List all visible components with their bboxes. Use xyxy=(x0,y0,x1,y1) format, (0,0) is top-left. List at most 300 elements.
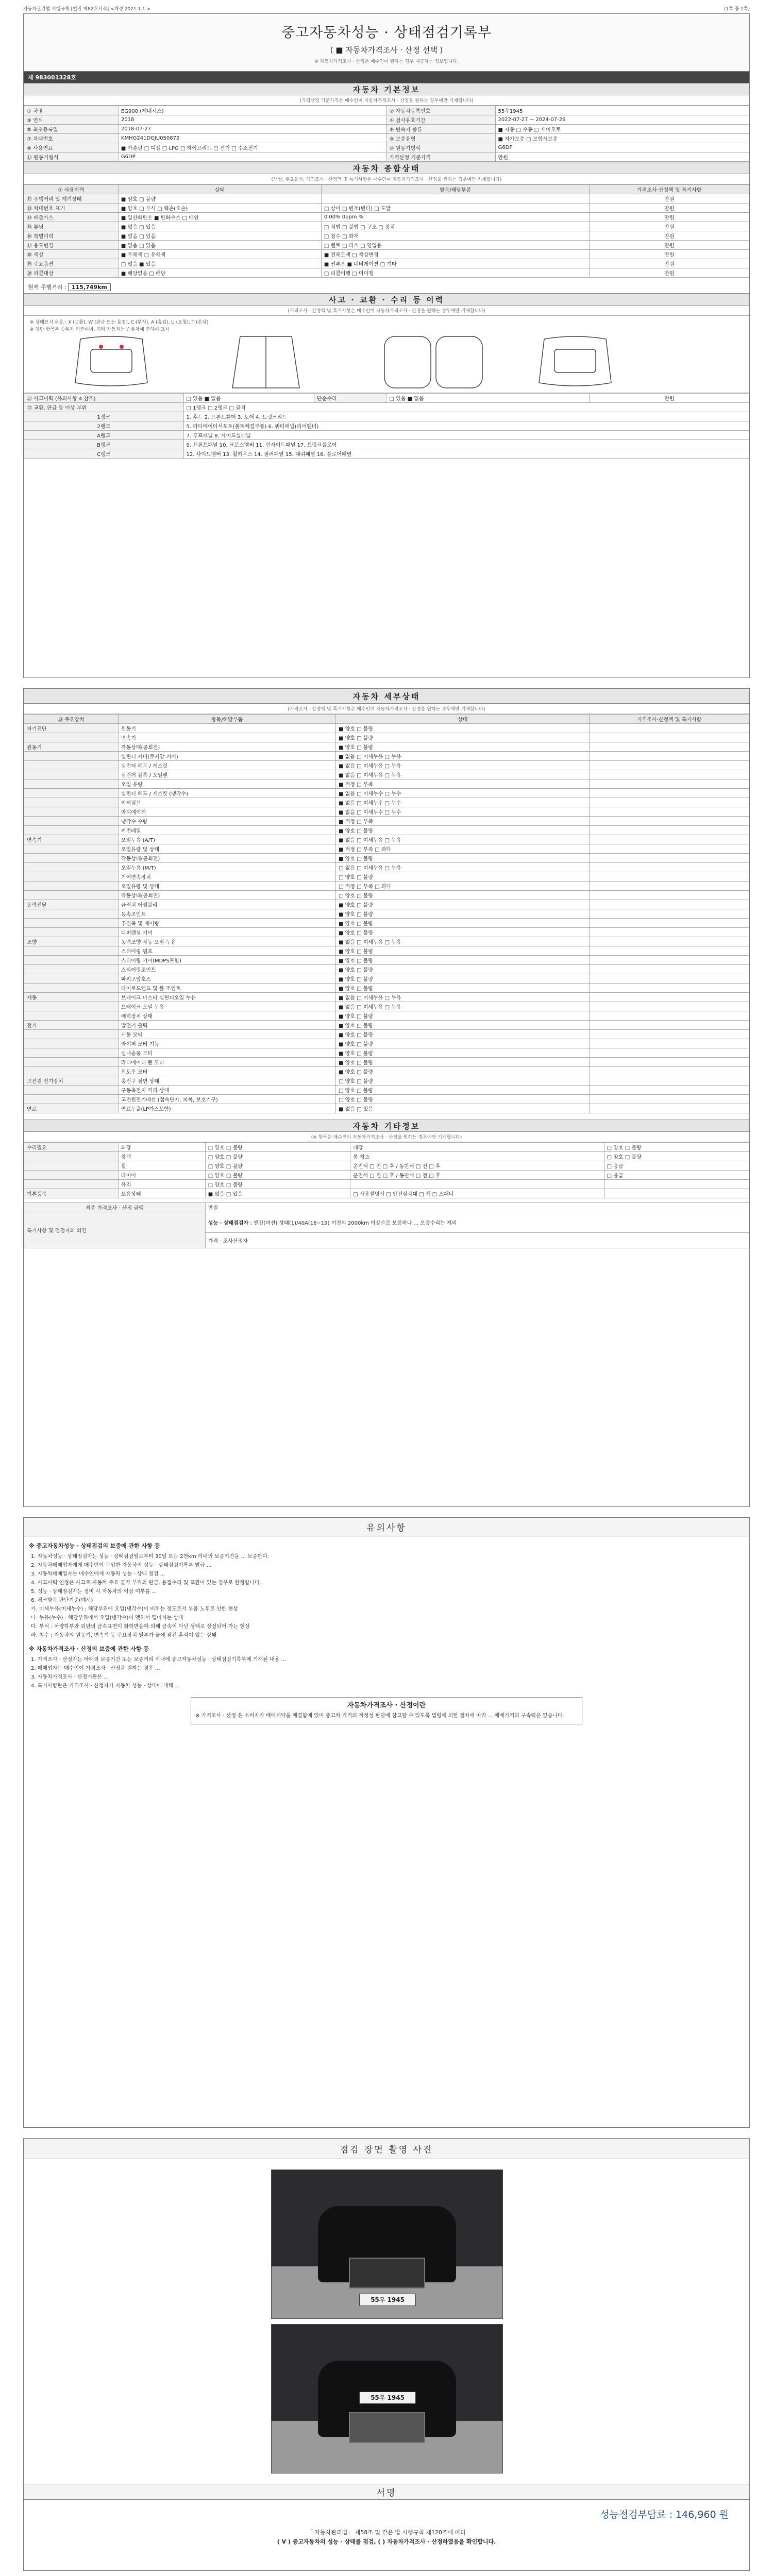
form-caption xyxy=(23,4,750,12)
general-item: ⑳ 리콜대상 xyxy=(24,268,119,278)
detail-price xyxy=(590,974,749,984)
detail-part: 실린더 커버(로커암 커버) xyxy=(118,752,335,761)
detail-state: ■ 적정 □ 부족 xyxy=(336,779,590,789)
detail-device xyxy=(24,863,119,872)
detail-device xyxy=(24,919,119,928)
general-detail xyxy=(321,194,590,204)
detail-col-state: 상태 xyxy=(336,715,590,724)
detail-row xyxy=(24,1011,749,1021)
detail-row xyxy=(24,733,749,742)
detail-state: ■ 양호 □ 불량 xyxy=(336,733,590,742)
detail-part: 실린더 헤드 / 개스킷 xyxy=(118,761,335,770)
detail-state: ■ 양호 □ 불량 xyxy=(336,1021,590,1030)
detail-part: 발전기 출력 xyxy=(118,1021,335,1030)
detail-device xyxy=(24,928,119,937)
detail-device xyxy=(24,854,119,863)
notice-item: 6. 체크항목 판단기준(예시) xyxy=(31,1598,93,1603)
detail-device xyxy=(24,1095,119,1104)
general-item: ⑰ 용도변경 xyxy=(24,241,119,250)
other-table xyxy=(24,1142,749,1198)
detail-state: ■ 양호 □ 불량 xyxy=(336,1011,590,1021)
detail-state: □ 적정 □ 부족 □ 과다 xyxy=(336,882,590,891)
detail-device: 동력전달 xyxy=(24,900,119,909)
mileage-label: 현재 주행거리 xyxy=(28,284,63,291)
detail-state: ■ 양호 □ 불량 xyxy=(336,742,590,752)
general-col-use: ① 사용이력 xyxy=(24,185,119,194)
detail-row xyxy=(24,798,749,807)
remark-inspector-label: 성능 · 상태점검자 xyxy=(208,1221,249,1226)
other-cell: 운전석 □ 전 □ 후 / 동반석 □ 전 □ 후 xyxy=(350,1161,604,1171)
detail-col-device: ㉓ 주요장치 xyxy=(24,715,119,724)
general-state: □ 없음 ■ 있음 xyxy=(118,259,321,268)
detail-price xyxy=(590,835,749,844)
detail-row xyxy=(24,928,749,937)
page-3 xyxy=(23,1517,750,2128)
detail-state: □ 양호 □ 불량 xyxy=(336,891,590,900)
basic-row xyxy=(24,143,749,152)
other-row xyxy=(24,1161,749,1171)
basic-value: ■ 자가보증 □ 보험사보증 xyxy=(495,134,749,143)
detail-part: 추진축 및 베어링 xyxy=(118,919,335,928)
detail-part: 작동상태(공회전) xyxy=(118,854,335,863)
detail-state: ■ 양호 □ 불량 xyxy=(336,909,590,919)
general-price: 만원 xyxy=(590,259,749,268)
detail-row xyxy=(24,1095,749,1104)
detail-part: 변속기 xyxy=(118,733,335,742)
plate-rear: 55우 1945 xyxy=(359,2392,416,2404)
sign-title: 서명 xyxy=(24,2484,749,2500)
detail-device xyxy=(24,872,119,882)
detail-row xyxy=(24,854,749,863)
basic-value: G6DP xyxy=(495,143,749,152)
detail-state: ■ 양호 □ 불량 xyxy=(336,826,590,835)
page-note: ※ 자동차가격조사 · 산정은 매수인이 원하는 경우 제공하는 정보입니다. xyxy=(314,59,459,64)
detail-device: 제동 xyxy=(24,993,119,1002)
general-detail: □ 리콜이행 □ 미이행 xyxy=(321,268,590,278)
plate-front: 55우 1945 xyxy=(359,2294,416,2306)
basic-value: 2022-07-27 ~ 2024-07-26 xyxy=(495,115,749,125)
detail-row xyxy=(24,956,749,965)
detail-device xyxy=(24,1086,119,1095)
other-cell xyxy=(24,1180,119,1189)
detail-state: ■ 적정 □ 부족 xyxy=(336,817,590,826)
general-item: ⑬ 차대번호 표기 xyxy=(24,204,119,213)
general-detail: ■ 전체도색 □ 색상변경 xyxy=(321,250,590,259)
car-diagram-area xyxy=(24,316,749,393)
detail-state: ■ 양호 □ 불량 xyxy=(336,946,590,956)
detail-part: 스티어링 기어(MDPS포함) xyxy=(118,956,335,965)
remark-appraiser: 가격 · 조사산정자 xyxy=(205,1233,749,1248)
detail-row xyxy=(24,872,749,882)
detail-device xyxy=(24,1002,119,1011)
basic-label: ⑧ 보증유형 xyxy=(386,134,495,143)
detail-part: 연료누출(LP가스포함) xyxy=(118,1104,335,1113)
detail-row xyxy=(24,937,749,946)
detail-part: 작동상태(공회전) xyxy=(118,742,335,752)
detail-row xyxy=(24,946,749,956)
detail-price xyxy=(590,984,749,993)
other-cell: 유리 xyxy=(118,1180,205,1189)
detail-state: ■ 양호 □ 불량 xyxy=(336,919,590,928)
general-state: ■ 없음 □ 있음 xyxy=(118,222,321,231)
detail-row xyxy=(24,761,749,770)
rank-label: A랭크 xyxy=(24,431,184,440)
other-cell: □ 응급 xyxy=(604,1171,749,1180)
history-label: ㉑ 사고이력 (유의사항 4 참조) xyxy=(24,394,184,403)
title-band xyxy=(24,14,749,72)
detail-price xyxy=(590,882,749,891)
parts-label: ㉒ 교환, 판금 등 이상 부위 xyxy=(24,403,184,412)
detail-device: 조향 xyxy=(24,937,119,946)
detail-part: 냉각수 수량 xyxy=(118,817,335,826)
general-price: 만원 xyxy=(590,194,749,204)
other-cell xyxy=(350,1180,604,1189)
detail-part: 등속조인트 xyxy=(118,909,335,919)
detail-part: 디퍼렌셜 기어 xyxy=(118,928,335,937)
detail-row xyxy=(24,1058,749,1067)
other-cell: 룸 청소 xyxy=(350,1152,604,1161)
general-price: 만원 xyxy=(590,213,749,222)
other-cell: □ 양호 □ 불량 xyxy=(604,1152,749,1161)
general-item: ⑯ 특별이력 xyxy=(24,231,119,241)
other-cell: 운전석 □ 전 □ 후 / 동반석 □ 전 □ 후 xyxy=(350,1171,604,1180)
accident-table xyxy=(24,393,749,459)
detail-device xyxy=(24,798,119,807)
detail-state: ■ 양호 □ 불량 xyxy=(336,956,590,965)
detail-device xyxy=(24,1058,119,1067)
detail-device xyxy=(24,752,119,761)
detail-row xyxy=(24,984,749,993)
notice-item: 4. 사고이력 인정은 사고로 자동차 주요 골격 부위의 판금, 용접수리 및 교환이 있는 경우로 한정합니다. xyxy=(31,1580,261,1586)
basic-label: ③ 연식 xyxy=(24,115,119,125)
basic-value: 55우1945 xyxy=(495,106,749,115)
general-state: ■ 해당없음 □ 해당 xyxy=(118,268,321,278)
rank-row xyxy=(24,431,749,440)
detail-part: 오일유량 및 상태 xyxy=(118,882,335,891)
detail-price xyxy=(590,909,749,919)
detail-price xyxy=(590,1104,749,1113)
detail-state: ■ 양호 □ 불량 xyxy=(336,1058,590,1067)
detail-row xyxy=(24,974,749,984)
detail-row xyxy=(24,863,749,872)
detail-state: ■ 없음 □ 미세누유 □ 누유 xyxy=(336,1002,590,1011)
other-cell: 수리필요 xyxy=(24,1143,119,1152)
detail-part: 작동상태(공회전) xyxy=(118,891,335,900)
detail-price xyxy=(590,1067,749,1076)
detail-state: ■ 없음 □ 미세누유 □ 누유 xyxy=(336,770,590,779)
detail-device xyxy=(24,984,119,993)
detail-part: 라디에이터 xyxy=(118,807,335,817)
detail-part: 브레이크 마스터 실린더오일 누유 xyxy=(118,993,335,1002)
parts-options: □ 1랭크 □ 2랭크 □ 골격 xyxy=(183,403,749,412)
inspection-photo-rear xyxy=(271,2324,503,2473)
general-detail: □ 상이 □ 변조(변타) □ 도말 xyxy=(321,204,590,213)
notice-list-2 xyxy=(24,1656,749,1690)
basic-value: 만원 xyxy=(495,152,749,162)
detail-price xyxy=(590,919,749,928)
detail-part: 라디에이터 팬 모터 xyxy=(118,1058,335,1067)
detail-device xyxy=(24,761,119,770)
detail-device xyxy=(24,1067,119,1076)
other-cell xyxy=(24,1161,119,1171)
detail-state: ■ 없음 □ 미세누유 □ 누유 xyxy=(336,937,590,946)
remark-inspector: 성능 · 상태점검자 : 엔진(미션) 상태(1)/40A(16~19) 이전의 2000km 이상으로 보증하나 ... 보증수리는 제외 xyxy=(205,1212,749,1233)
detail-part: 충전구 절연 상태 xyxy=(118,1076,335,1086)
detail-state: ■ 없음 □ 미세누유 □ 누유 xyxy=(336,835,590,844)
detail-price xyxy=(590,863,749,872)
legend-line-2: ※ 하단 항목은 승용차 기준이며, 기타 자동차는 승용차에 준하여 표시 xyxy=(30,327,170,332)
detail-part: 고전원전기배선 (접속단자, 피복, 보호기구) xyxy=(118,1095,335,1104)
detail-col-price: 가격조사·산정액 및 특기사항 xyxy=(590,715,749,724)
basic-label: ④ 검사유효기간 xyxy=(386,115,495,125)
history-value: □ 있음 ■ 없음 xyxy=(183,394,314,403)
other-cell: □ 양호 □ 불량 xyxy=(205,1171,350,1180)
notice-item: 다. 부식 : 차량하부와 외판의 금속표면이 화학반응에 의해 금속이 아닌 상태로 상실되어 가는 현상 xyxy=(31,1624,250,1630)
detail-state: ■ 양호 □ 불량 xyxy=(336,965,590,974)
rank-label: B랭크 xyxy=(24,440,184,449)
detail-device xyxy=(24,807,119,817)
detail-part: 실내송풍 모터 xyxy=(118,1048,335,1058)
detail-device xyxy=(24,1048,119,1058)
detail-price xyxy=(590,752,749,761)
detail-price xyxy=(590,1058,749,1067)
rank-items: 5. 라디에이터서포트(볼트체결부품) 6. 쿼터패널(리어휀더) xyxy=(183,421,749,431)
other-cell xyxy=(24,1152,119,1161)
other-cell: 내장 xyxy=(350,1143,604,1152)
detail-price xyxy=(590,789,749,798)
rank-items: 9. 프론트패널 10. 크로스멤버 11. 인사이드패널 17. 트렁크플로어 xyxy=(183,440,749,449)
detail-state: □ 양호 □ 불량 xyxy=(336,1076,590,1086)
other-row xyxy=(24,1152,749,1161)
basic-label: ⑦ 차대번호 xyxy=(24,134,119,143)
section-detail-title: 자동차 세부상태 xyxy=(24,688,749,704)
remark-text: 엔진(미션) 상태(1)/40A(16~19) 이전의 2000km 이상으로 보증하나 ... 보증수리는 제외 xyxy=(253,1221,457,1226)
other-row xyxy=(24,1171,749,1180)
detail-row xyxy=(24,1048,749,1058)
detail-state: ■ 양호 □ 불량 xyxy=(336,928,590,937)
detail-device xyxy=(24,770,119,779)
detail-part: 원동기 xyxy=(118,724,335,733)
section-other-note: (※ 항목은 매수인이 자동차가격조사 · 산정을 원하는 경우에만 기재합니다) xyxy=(24,1132,749,1142)
detail-device xyxy=(24,1011,119,1021)
other-cell: □ 양호 □ 불량 xyxy=(205,1152,350,1161)
detail-row xyxy=(24,900,749,909)
general-price: 만원 xyxy=(590,222,749,231)
other-cell: 기본품목 xyxy=(24,1189,119,1198)
notice-heading-1: ※ 중고자동차성능 · 상태점검의 보증에 관한 사항 등 xyxy=(29,1543,160,1549)
detail-state: □ 양호 □ 불량 xyxy=(336,1086,590,1095)
page-title: 중고자동차성능 · 상태점검기록부 xyxy=(281,24,492,41)
detail-row xyxy=(24,993,749,1002)
detail-state: ■ 없음 □ 미세누수 □ 누수 xyxy=(336,789,590,798)
detail-price xyxy=(590,1076,749,1086)
section-general-note: (색상, 주요옵션, 가격조사 · 산정액 및 특기사항은 매수인이 자동차가격조사 · 산정을 원하는 경우에만 기재합니다) xyxy=(24,174,749,184)
basic-label: ⑪ 원동기형식 xyxy=(24,152,119,162)
detail-price xyxy=(590,798,749,807)
basic-label: ⑩ 원동기형식 xyxy=(386,143,495,152)
detail-price xyxy=(590,937,749,946)
detail-device xyxy=(24,844,119,854)
basic-value: ■ 가솔린 □ 디젤 □ LPG □ 하이브리드 □ 전기 □ 수소전기 xyxy=(118,143,386,152)
detail-price xyxy=(590,826,749,835)
detail-row xyxy=(24,770,749,779)
general-item: ⑱ 색상 xyxy=(24,250,119,259)
fee-value: 146,960 원 xyxy=(676,2509,729,2520)
detail-row xyxy=(24,817,749,826)
detail-part: 스티어링 펌프 xyxy=(118,946,335,956)
basic-row xyxy=(24,106,749,115)
detail-state: ■ 양호 □ 불량 xyxy=(336,1067,590,1076)
page-subtitle: ( ■ 자동차가격조사 · 산정 선택 ) xyxy=(330,45,443,55)
basic-label: ⑨ 사용연료 xyxy=(24,143,119,152)
detail-part: 오일누유 (M/T) xyxy=(118,863,335,872)
rank-label: 1랭크 xyxy=(24,412,184,421)
detail-row xyxy=(24,1076,749,1086)
detail-part: 구동축전지 격리 상태 xyxy=(118,1086,335,1095)
detail-row xyxy=(24,1021,749,1030)
detail-price xyxy=(590,1030,749,1039)
basic-value: 2018-07-27 xyxy=(118,125,386,134)
other-cell: 보유상태 xyxy=(118,1189,205,1198)
notice-item: 라. 침수 : 자동차의 원동기, 변속기 등 주요장치 일부가 물에 잠긴 흔적이 있는 상태 xyxy=(31,1633,217,1638)
detail-state: □ 양호 □ 불량 xyxy=(336,872,590,882)
detail-price xyxy=(590,872,749,882)
detail-device: 자기진단 xyxy=(24,724,119,733)
detail-part: 실린더 블록 / 오일팬 xyxy=(118,770,335,779)
general-state: ■ 일산화탄소 ■ 탄화수소 □ 매연 xyxy=(118,213,321,222)
detail-state: ■ 양호 □ 불량 xyxy=(336,1030,590,1039)
detail-row xyxy=(24,1067,749,1076)
detail-device xyxy=(24,946,119,956)
section-accident-note: (가격조사 · 산정액 및 특기사항은 매수인이 자동차가격조사 · 산정을 원하는 경우에만 기재합니다) xyxy=(24,306,749,316)
detail-row xyxy=(24,1086,749,1095)
basic-value: EG900 (제네시스) xyxy=(118,106,386,115)
detail-state: ■ 적정 □ 부족 □ 과다 xyxy=(336,844,590,854)
section-general-title: 자동차 종합상태 xyxy=(24,162,749,174)
notice-heading-2: ※ 자동차가격조사 · 산정의 보증에 관한 사항 등 xyxy=(29,1646,149,1652)
detail-row xyxy=(24,789,749,798)
detail-row xyxy=(24,835,749,844)
rank-row xyxy=(24,449,749,459)
section-accident-title: 사고 · 교환 · 수리 등 이력 xyxy=(24,293,749,306)
detail-price xyxy=(590,1048,749,1058)
detail-part: 윈도우 모터 xyxy=(118,1067,335,1076)
notice-item: 1. 가격조사 · 산정자는 아래의 보증기간 또는 보증거리 이내에 중고자동차성능 · 상태점검기록부에 기재된 내용 ... xyxy=(31,1657,286,1663)
appraisal-box xyxy=(191,1697,582,1724)
general-state: ■ 없음 □ 있음 xyxy=(118,241,321,250)
detail-row xyxy=(24,826,749,835)
general-detail: □ 침수 □ 화재 xyxy=(321,231,590,241)
other-row xyxy=(24,1180,749,1189)
other-cell xyxy=(604,1189,749,1198)
other-cell: 타이어 xyxy=(118,1171,205,1180)
other-cell: ■ 없음 □ 있음 xyxy=(205,1189,350,1198)
detail-price xyxy=(590,946,749,956)
basic-label: ⑥ 변속기 종류 xyxy=(386,125,495,134)
notice-title: 유의사항 xyxy=(24,1518,749,1536)
detail-device xyxy=(24,733,119,742)
general-item: ⑭ 배출가스 xyxy=(24,213,119,222)
general-row xyxy=(24,231,749,241)
notice-list-1 xyxy=(24,1553,749,1639)
general-state: ■ 없음 □ 있음 xyxy=(118,231,321,241)
other-cell: □ 사용설명서 □ 안전삼각대 □ 잭 □ 스패너 xyxy=(350,1189,604,1198)
detail-row xyxy=(24,844,749,854)
detail-state: □ 없음 □ 미세누유 □ 누유 xyxy=(336,863,590,872)
basic-info-table xyxy=(24,106,749,162)
detail-row xyxy=(24,807,749,817)
general-row xyxy=(24,241,749,250)
page-1 xyxy=(23,13,750,678)
general-state: ■ 무채색 □ 유채색 xyxy=(118,250,321,259)
rank-items: 7. 루프패널 8. 사이드실패널 xyxy=(183,431,749,440)
detail-row xyxy=(24,965,749,974)
detail-row xyxy=(24,882,749,891)
other-cell: 광택 xyxy=(118,1152,205,1161)
law-line-2: ( V ) 중고자동차의 성능 · 상태를 점검, ( ) 자동차가격조사 · 산정하였음을 확인합니다. xyxy=(277,2538,496,2545)
detail-price xyxy=(590,956,749,965)
detail-row xyxy=(24,779,749,789)
basic-row xyxy=(24,152,749,162)
rank-label: 2랭크 xyxy=(24,421,184,431)
notice-item: 나. 누유(누수) : 해당부위에서 오일(냉각수)이 맺혀서 떨어지는 상태 xyxy=(31,1615,183,1621)
rank-items: 12. 사이드멤버 13. 휠하우스 14. 필러패널 15. 대쉬패널 16. 플로어패널 xyxy=(183,449,749,459)
general-row xyxy=(24,222,749,231)
detail-device: 변속기 xyxy=(24,835,119,844)
basic-label: ② 자동차등록번호 xyxy=(386,106,495,115)
detail-row xyxy=(24,1039,749,1048)
detail-price xyxy=(590,1039,749,1048)
detail-part: 브레이크 오일 누유 xyxy=(118,1002,335,1011)
general-detail: ■ 썬루프 ■ 네비게이션 □ 기타 xyxy=(321,259,590,268)
law-line-1: 「 자동차관리법」 제58조 및 같은 법 시행규칙 제120조에 따라 xyxy=(307,2529,466,2536)
detail-device xyxy=(24,891,119,900)
detail-state: ■ 양호 □ 불량 xyxy=(336,1048,590,1058)
detail-state: ■ 없음 □ 있음 xyxy=(336,1104,590,1113)
detail-price xyxy=(590,779,749,789)
detail-row xyxy=(24,742,749,752)
detail-row xyxy=(24,909,749,919)
notice-item: 1. 자동차성능 · 상태점검자는 성능 · 상태점검일로부터 30일 또는 2천km 이내의 보증기간을 ... 보증한다. xyxy=(31,1554,269,1560)
law-statement xyxy=(24,2528,749,2547)
detail-state: ■ 양호 □ 불량 xyxy=(336,854,590,863)
detail-col-part: 항목/해당부품 xyxy=(118,715,335,724)
general-state-table xyxy=(24,184,749,278)
detail-device xyxy=(24,789,119,798)
other-cell: □ 양호 □ 불량 xyxy=(205,1161,350,1171)
detail-price xyxy=(590,900,749,909)
detail-price xyxy=(590,854,749,863)
general-price: 만원 xyxy=(590,204,749,213)
notice-item: 2. 매매업자는 매수인이 가격조사 · 산정을 원하는 경우 ... xyxy=(31,1666,160,1671)
detail-state: ■ 양호 □ 불량 xyxy=(336,974,590,984)
general-price: 만원 xyxy=(590,250,749,259)
detail-part: 동력조향 작동 오일 누유 xyxy=(118,937,335,946)
general-detail: □ 적법 □ 불법 □ 구조 □ 장치 xyxy=(321,222,590,231)
detail-price xyxy=(590,928,749,937)
detail-price xyxy=(590,817,749,826)
accident-price: 만원 xyxy=(590,394,749,403)
notice-item: 2. 자동차매매업자에게 매수인이 구입한 자동차의 성능 · 상태점검기록부 발급 ... xyxy=(31,1563,212,1568)
general-state: ■ 양호 □ 부식 □ 훼손(오손) xyxy=(118,204,321,213)
other-cell xyxy=(24,1171,119,1180)
general-row xyxy=(24,268,749,278)
detail-price xyxy=(590,1021,749,1030)
notice-item: 4. 특기사항란은 가격조사 · 산정자가 자동차 성능 · 상태에 대해 ... xyxy=(31,1683,180,1689)
detail-part: 커먼레일 xyxy=(118,826,335,835)
detail-part: 오일 유량 xyxy=(118,779,335,789)
detail-device xyxy=(24,965,119,974)
